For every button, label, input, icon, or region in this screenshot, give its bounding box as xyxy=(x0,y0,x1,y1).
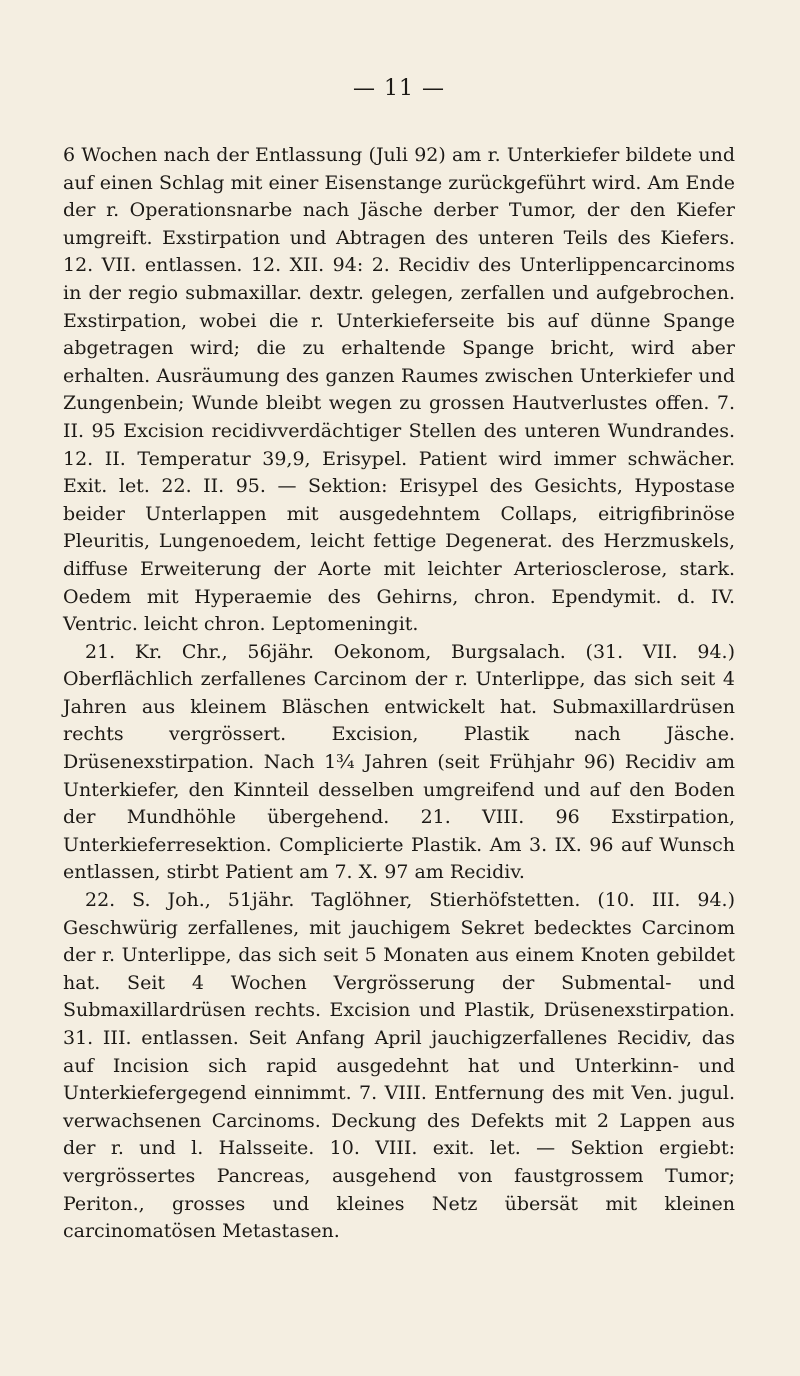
paragraph-case-21: 21. Kr. Chr., 56jähr. Oekonom, Burgsalach. (31. VII. 94.) Oberflächlich zerfallenes Carcinom der r. Unterlippe, das sich seit 4 Jahren aus kleinem Bläschen entwickelt hat. Submaxillardrüsen rechts vergrössert. Excision, Plastik nach Jäsche. Drüsenexstirpation. Nach 1¾ Jahren (seit Frühjahr 96) Recidiv am Unterkiefer, den Kinnteil desselben umgreifend und auf den Boden der Mundhöhle übergehend. 21. VIII. 96 Exstirpation, Unterkieferresektion. Complicierte Plastik. Am 3. IX. 96 auf Wunsch entlassen, stirbt Patient am 7. X. 97 am Recidiv. xyxy=(63,640,735,884)
body-text xyxy=(63,142,735,1246)
paragraph-case-22: 22. S. Joh., 51jähr. Taglöhner, Stierhöfstetten. (10. III. 94.) Geschwürig zerfallenes, mit jauchigem Sekret bedecktes Carcinom der r. Unterlippe, das sich seit 5 Monaten aus einem Knoten gebildet hat. Seit 4 Wochen Vergrösserung der Submental- und Submaxillardrüsen rechts. Excision und Plastik, Drüsenexstirpation. 31. III. entlassen. Seit Anfang April jauchigzerfallenes Recidiv, das auf Incision sich rapid ausgedehnt hat und Unterkinn- und Unterkiefergegend einnimmt. 7. VIII. Entfernung des mit Ven. jugul. verwachsenen Carcinoms. Deckung des Defekts mit 2 Lappen aus der r. und l. Halsseite. 10. VIII. exit. let. — Sektion ergiebt: vergrössertes Pancreas, ausgehend von faustgrossem Tumor; Periton., grosses und kleines Netz übersät mit kleinen carcinomatösen Metastasen. xyxy=(63,889,735,1243)
page-number: — 11 — xyxy=(353,76,445,101)
paragraph-case-20-continued: 6 Wochen nach der Entlassung (Juli 92) am r. Unterkiefer bildete und auf einen Schlag mit einer Eisenstange zurückgeführt wird. Am Ende der r. Operationsnarbe nach Jäsche derber Tumor, der den Kiefer umgreift. Exstirpation und Abtragen des unteren Teils des Kiefers. 12. VII. entlassen. 12. XII. 94: 2. Recidiv des Unterlippencarcinoms in der regio submaxillar. dextr. gelegen, zerfallen und aufgebrochen. Exstirpation, wobei die r. Unterkieferseite bis auf dünne Spange abgetragen wird; die zu erhaltende Spange bricht, wird aber erhalten. Ausräumung des ganzen Raumes zwischen Unterkiefer und Zungenbein; Wunde bleibt wegen zu grossen Hautverlustes offen. 7. II. 95 Excision recidivverdächtiger Stellen des unteren Wundrandes. 12. II. Temperatur 39,9, Erisypel. Patient wird immer schwächer. Exit. let. 22. II. 95. — Sektion: Erisypel des Gesichts, Hypostase beider Unterlappen mit ausgedehntem Collaps, eitrigfibrinöse Pleuritis, Lungenoedem, leicht fettige Degenerat. des Herzmuskels, diffuse Erweiterung der Aorte mit leichter Arteriosclerose, stark. Oedem mit Hyperaemie des Gehirns, chron. Ependymit. d. IV. Ventric. leicht chron. Leptomeningit. xyxy=(63,144,735,636)
